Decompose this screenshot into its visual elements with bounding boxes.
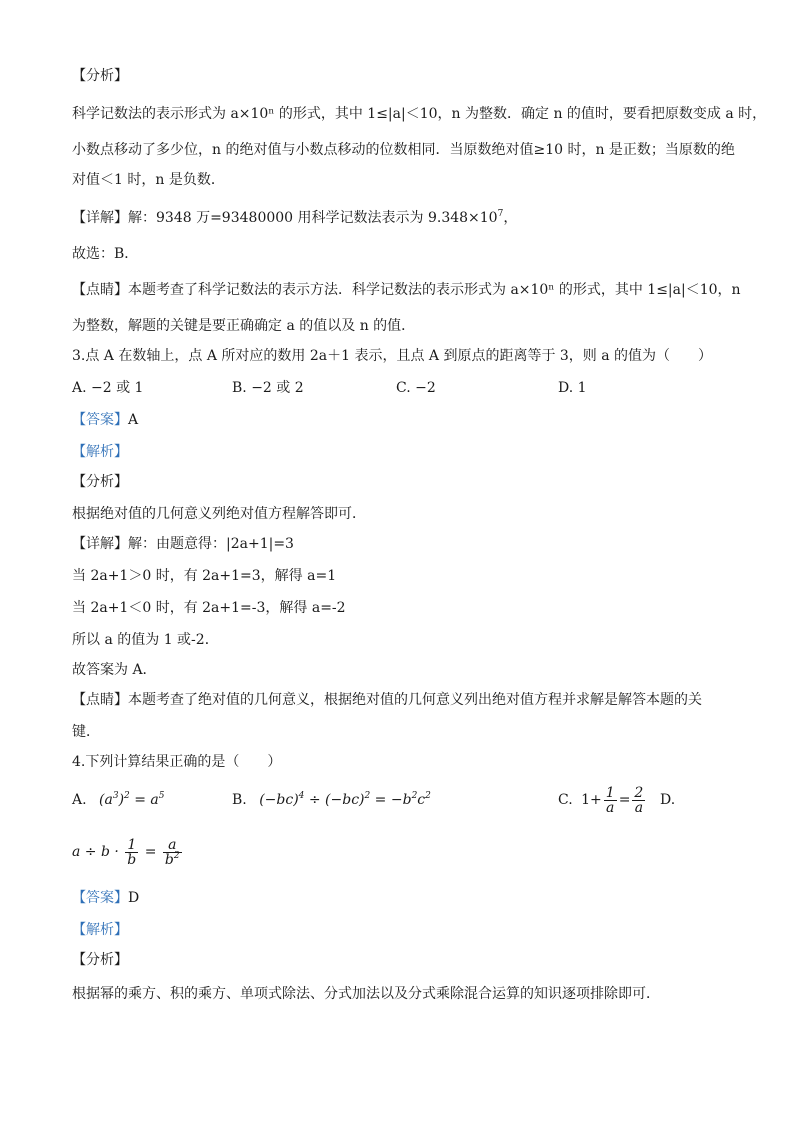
comment-line-2: 为整数，解题的关键是要正确确定 a 的值以及 n 的值． [72, 318, 416, 334]
question-3-answer [72, 410, 138, 430]
question-3-comment-line-2: 键． [72, 724, 100, 740]
analysis-text-line-3: 对值＜1 时，n 是负数． [72, 172, 225, 188]
question-3-analysis-text: 根据绝对值的几何意义列绝对值方程解答即可． [72, 506, 366, 522]
question-4-answer [72, 888, 139, 908]
question-3-therefore: 所以 a 的值为 1 或-2． [72, 632, 219, 648]
question-4-analysis-heading: 【分析】 [72, 952, 128, 968]
detailed-solution [72, 208, 517, 228]
question-4-option-d-formula: a ÷ b · $\frac{1}{b}$ = $\frac{a}{b^2}$ [72, 836, 180, 868]
option-a-formula: $(a^3)^2 = a^5$ [99, 791, 165, 808]
answer-value: A [128, 412, 139, 428]
question-3-detailed-solution: 【详解】解：由题意得：|2a+1|=3 [72, 536, 294, 552]
question-4-option-c [558, 780, 647, 820]
answer-label: 【答案】 [72, 890, 128, 906]
question-3-stem: 3.点 A 在数轴上，点 A 所对应的数用 2a＋1 表示，且点 A 到原点的距离等于 3，则 a 的值为（ ） [72, 348, 713, 364]
choice-conclusion: 故选：B． [72, 246, 139, 262]
question-3-case-1: 当 2a+1＞0 时，有 2a+1=3，解得 a=1 [72, 568, 337, 584]
question-3-option-a: A. −2 或 1 [72, 380, 144, 396]
comment-line-1: 【点睛】本题考查了科学记数法的表示方法．科学记数法的表示形式为 a×10ⁿ 的形式，其中 1≤|a|＜10，n [72, 282, 741, 298]
question-3-conclusion: 故答案为 A． [72, 662, 157, 678]
question-4-option-a [72, 790, 164, 810]
detailed-solution-end: ， [503, 210, 518, 226]
analysis-text-line-1: 科学记数法的表示形式为 a×10ⁿ 的形式，其中 1≤|a|＜10，n 为整数．确定 n 的值时，要看把原数变成 a 时， [72, 106, 767, 122]
question-3-comment-line-1: 【点睛】本题考查了绝对值的几何意义，根据绝对值的几何意义列出绝对值方程并求解是解答本题的关 [72, 692, 702, 708]
answer-label: 【答案】 [72, 412, 128, 428]
question-3-analysis-heading: 【分析】 [72, 474, 128, 490]
question-4-explanation-label: 【解析】 [72, 922, 128, 938]
question-4-stem: 4.下列计算结果正确的是（ ） [72, 754, 282, 770]
detailed-solution-text: 【详解】解：9348 万=93480000 用科学记数法表示为 9.348×10 [72, 210, 498, 226]
analysis-heading: 【分析】 [72, 68, 128, 84]
question-4-option-d-label: D. [660, 792, 676, 808]
option-c-formula: 1+ $\frac{1}{a}$ = $\frac{2}{a}$ [581, 784, 644, 816]
question-3-option-d: D. 1 [558, 380, 587, 396]
option-b-label: B. [232, 792, 247, 808]
analysis-text-line-2: 小数点移动了多少位，n 的绝对值与小数点移动的位数相同．当原数绝对值≥10 时，n 是正数；当原数的绝 [72, 142, 735, 158]
option-b-formula: $(-bc)^4 \div (-bc)^2 = -b^2c^2$ [259, 791, 431, 808]
question-3-option-c: C. −2 [396, 380, 436, 396]
option-c-label: C. [558, 792, 573, 808]
answer-value: D [128, 890, 140, 906]
question-3-option-b: B. −2 或 2 [232, 380, 304, 396]
question-3-case-2: 当 2a+1＜0 时，有 2a+1=-3，解得 a=-2 [72, 600, 346, 616]
exponent: 7 [497, 209, 504, 219]
option-a-label: A. [72, 792, 87, 808]
question-4-option-b [232, 790, 431, 810]
question-4-analysis-text: 根据幂的乘方、积的乘方、单项式除法、分式加法以及分式乘除混合运算的知识逐项排除即可． [72, 986, 660, 1002]
question-3-explanation-label: 【解析】 [72, 444, 128, 460]
